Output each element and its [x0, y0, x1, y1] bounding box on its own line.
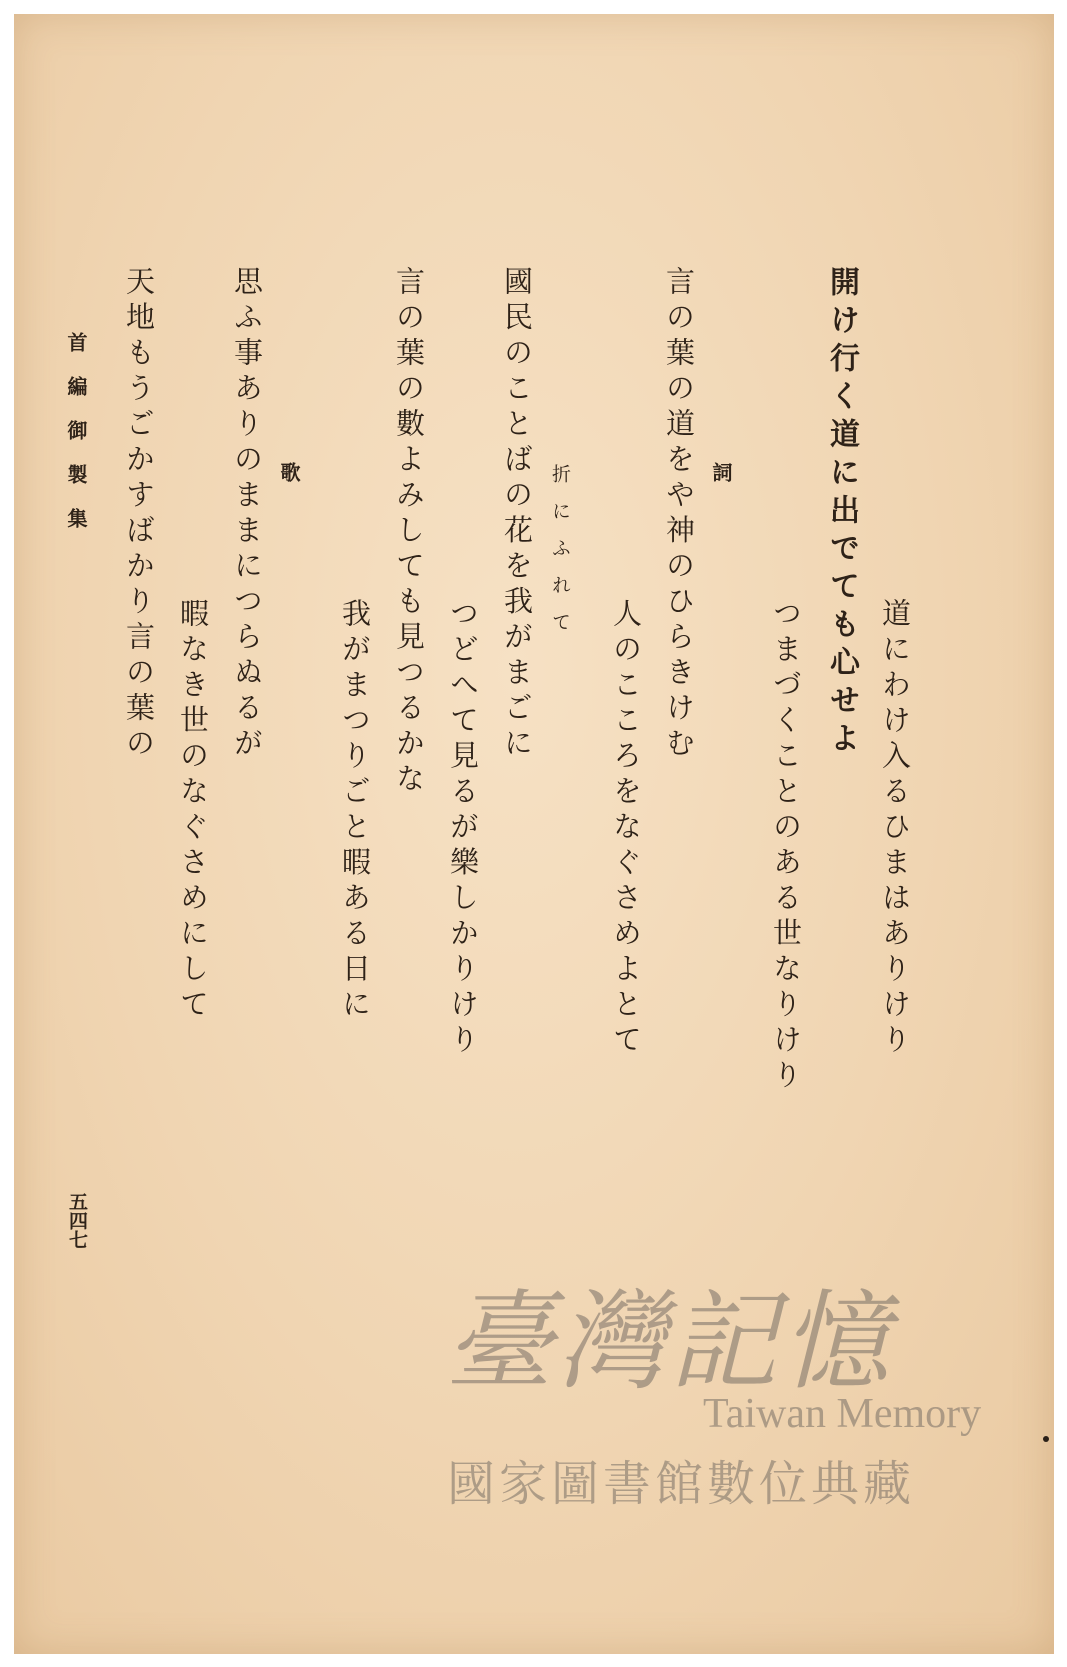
section-heading-ori-ni-furete: 折にふれて [549, 464, 571, 649]
poem-line-12: 天地もうごかすばかり言の葉の [122, 266, 156, 763]
poem-line-11: 暇なき世のなぐさめにして [176, 598, 210, 1024]
watermark-chinese: 國家圖書館數位典藏 [447, 1456, 916, 1512]
poem-line-3: つまづくことのある世なりけり [769, 598, 803, 1095]
taiwan-memory-watermark [445, 1255, 1005, 1535]
page-number: 五四七 [66, 1192, 88, 1249]
section-heading-uta: 歌 [277, 462, 301, 482]
poem-line-1: 道にわけ入るひまはありけり [878, 598, 912, 1060]
poem-line-9: 我がまつりごと暇ある日に [338, 598, 372, 1024]
poem-line-6: 國民のことばの花を我がまごに [500, 266, 534, 763]
poem-line-10: 思ふ事ありのままにつらぬるが [230, 266, 264, 763]
poem-line-8: 言の葉の數よみしても見つるかな [392, 266, 426, 799]
watermark-english: Taiwan Memory [703, 1391, 982, 1437]
poem-line-5: 人のこころをなぐさめよとて [609, 598, 643, 1060]
ink-spot [1043, 1436, 1049, 1442]
watermark-logo: 臺灣記憶 [445, 1280, 894, 1405]
poem-line-4: 言の葉の道をや神のひらきけむ [662, 266, 696, 763]
running-head: 首編御製集 [64, 332, 88, 552]
poem-line-2: 開け行く道に出でても心せよ [824, 266, 859, 760]
poem-line-7: つどへて見るが樂しかりけり [446, 598, 480, 1060]
section-heading-kotoba: 詞 [709, 462, 733, 482]
